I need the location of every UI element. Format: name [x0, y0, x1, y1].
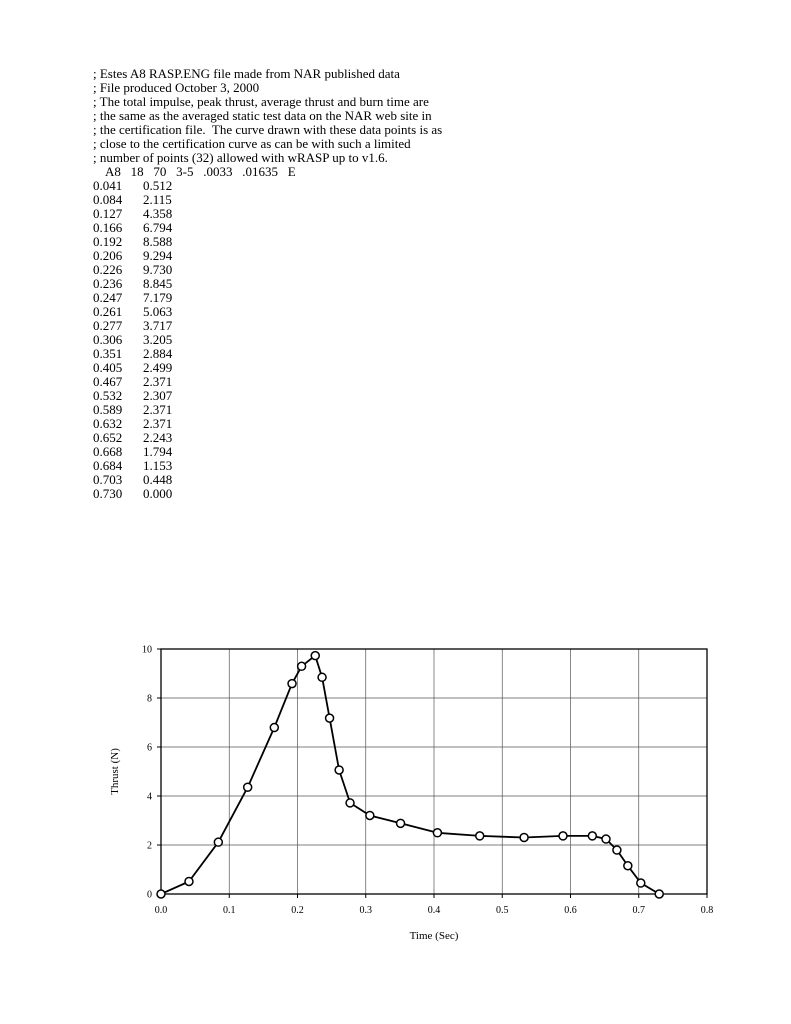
thrust-value: 2.371: [143, 416, 173, 431]
thrust-value: 6.794: [143, 220, 173, 235]
time-value: 0.127: [93, 206, 123, 221]
thrust-value: 2.371: [143, 402, 173, 417]
y-tick-label: 2: [147, 840, 152, 852]
comment-line: ; The total impulse, peak thrust, average thrust and burn time are: [93, 94, 429, 109]
time-value: 0.467: [93, 374, 123, 389]
y-tick-label: 10: [142, 644, 152, 656]
x-tick-label: 0.1: [223, 905, 236, 916]
thrust-value: 0.000: [143, 486, 173, 501]
motor-header-line: A8 18 70 3-5 .0033 .01635 E: [105, 164, 296, 179]
y-tick-label: 6: [147, 742, 152, 754]
time-value: 0.652: [93, 430, 123, 445]
time-value: 0.351: [93, 346, 123, 361]
data-point: [185, 877, 193, 885]
time-value: 0.277: [93, 318, 123, 333]
data-point: [637, 879, 645, 887]
time-value: 0.684: [93, 458, 123, 473]
comment-line: ; number of points (32) allowed with wRASP up to v1.6.: [93, 150, 388, 165]
y-tick-label: 0: [147, 889, 152, 901]
data-point: [559, 832, 567, 840]
x-tick-label: 0.5: [496, 905, 509, 916]
data-point: [244, 783, 252, 791]
data-point: [311, 652, 319, 660]
time-value: 0.668: [93, 444, 123, 459]
time-value: 0.532: [93, 388, 123, 403]
data-point: [624, 862, 632, 870]
thrust-value: 9.294: [143, 248, 173, 263]
data-point: [366, 811, 374, 819]
thrust-value: 8.845: [143, 276, 173, 291]
y-tick-label: 8: [147, 693, 152, 705]
data-point: [520, 833, 528, 841]
time-value: 0.632: [93, 416, 123, 431]
comment-line: ; the certification file. The curve drawn with these data points is as: [93, 122, 443, 137]
thrust-value: 1.153: [143, 458, 173, 473]
x-tick-label: 0.8: [700, 905, 714, 916]
thrust-value: 2.307: [143, 388, 173, 403]
time-value: 0.405: [93, 360, 123, 375]
x-axis-label: Time (Sec): [409, 930, 459, 942]
thrust-value: 2.243: [143, 430, 173, 445]
thrust-value: 2.499: [143, 360, 173, 375]
thrust-value: 3.717: [143, 318, 173, 333]
thrust-value: 0.512: [143, 178, 173, 193]
comment-line: ; close to the certification curve as can be with such a limited: [93, 136, 411, 151]
thrust-value: 5.063: [143, 304, 173, 319]
comment-line: ; File produced October 3, 2000: [93, 80, 260, 95]
y-tick-label: 4: [147, 791, 152, 803]
data-point: [346, 799, 354, 807]
x-tick-label: 0.3: [359, 905, 372, 916]
time-value: 0.226: [93, 262, 123, 277]
data-point: [318, 673, 326, 681]
x-tick-label: 0.7: [632, 905, 645, 916]
thrust-value: 0.448: [143, 472, 173, 487]
time-value: 0.261: [93, 304, 123, 319]
thrust-value: 4.358: [143, 206, 173, 221]
x-tick-label: 0.2: [291, 905, 304, 916]
time-value: 0.703: [93, 472, 123, 487]
x-tick-label: 0.6: [564, 905, 577, 916]
grid-lines: [161, 649, 707, 894]
time-value: 0.192: [93, 234, 123, 249]
data-point: [602, 835, 610, 843]
time-value: 0.236: [93, 276, 123, 291]
data-point: [433, 829, 441, 837]
thrust-line: [161, 656, 659, 894]
data-point: [214, 838, 222, 846]
data-point: [613, 846, 621, 854]
time-value: 0.589: [93, 402, 123, 417]
thrust-value: 2.371: [143, 374, 173, 389]
data-point: [655, 890, 663, 898]
time-value: 0.206: [93, 248, 123, 263]
data-point: [397, 819, 405, 827]
time-value: 0.730: [93, 486, 123, 501]
comment-line: ; the same as the averaged static test data on the NAR web site in: [93, 108, 432, 123]
data-point: [476, 832, 484, 840]
x-tick-label: 0.0: [154, 905, 168, 916]
thrust-value: 8.588: [143, 234, 173, 249]
comment-line: ; Estes A8 RASP.ENG file made from NAR published data: [93, 66, 400, 81]
y-axis-label: Thrust (N): [109, 748, 121, 795]
time-value: 0.166: [93, 220, 123, 235]
time-value: 0.306: [93, 332, 123, 347]
data-point: [588, 832, 596, 840]
thrust-value: 2.115: [143, 192, 172, 207]
thrust-series: [157, 652, 663, 898]
data-point: [335, 766, 343, 774]
data-point: [298, 662, 306, 670]
thrust-value: 1.794: [143, 444, 173, 459]
axis-ticks: [142, 645, 713, 917]
thrust-value: 2.884: [143, 346, 173, 361]
data-point: [270, 724, 278, 732]
thrust-value: 3.205: [143, 332, 173, 347]
time-value: 0.247: [93, 290, 123, 305]
data-point: [288, 680, 296, 688]
thrust-value: 7.179: [143, 290, 173, 305]
data-point: [326, 714, 334, 722]
data-point: [157, 890, 165, 898]
time-value: 0.041: [93, 178, 123, 193]
time-value: 0.084: [93, 192, 123, 207]
thrust-value: 9.730: [143, 262, 173, 277]
x-tick-label: 0.4: [427, 905, 441, 916]
